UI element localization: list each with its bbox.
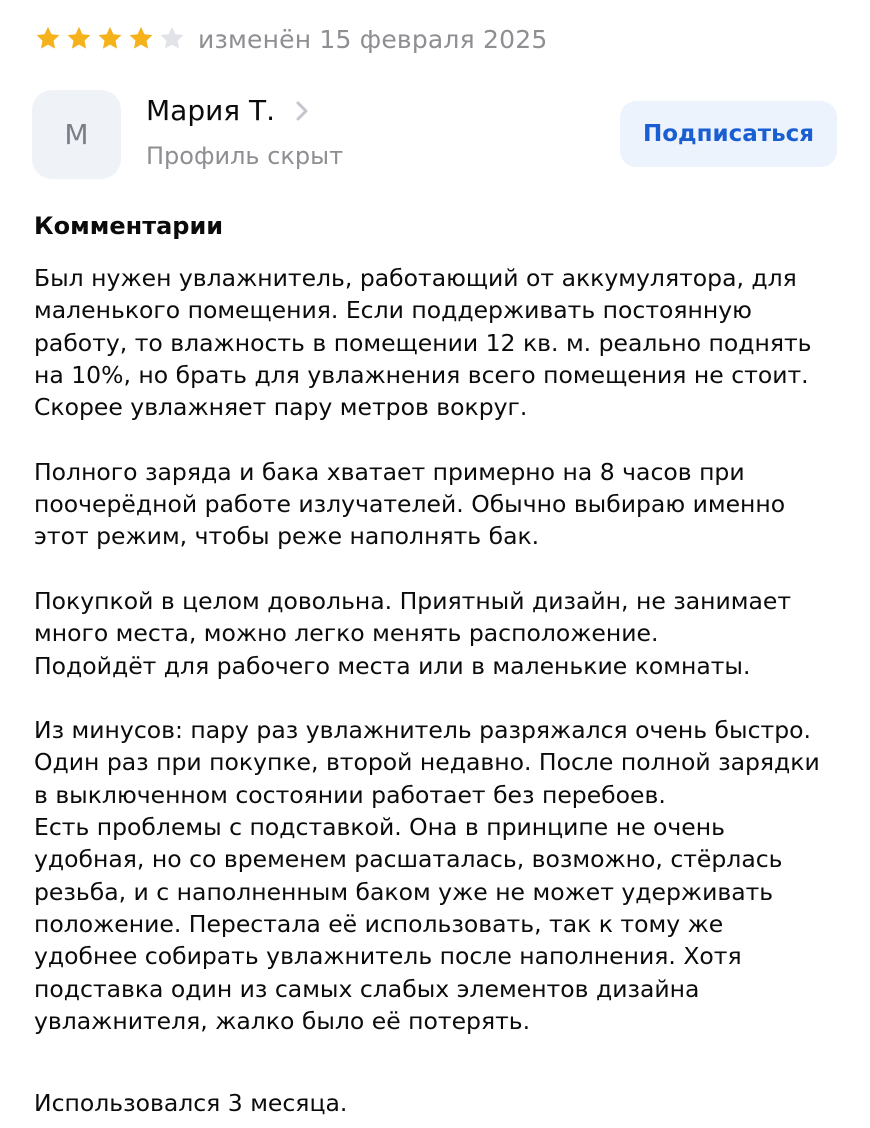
star-icon (158, 25, 186, 53)
star-icon (65, 25, 93, 53)
avatar[interactable]: М (32, 90, 121, 179)
rating-row (34, 22, 547, 56)
star-icon (34, 25, 62, 53)
comment-line: Есть проблемы с подставкой. Она в принципе не очень (34, 813, 725, 842)
comment-paragraph (34, 585, 849, 682)
comment-line: Полного заряда и бака хватает примерно на 8 часов при (34, 457, 745, 486)
star-shape (130, 27, 153, 49)
comment-section-title: Комментарии (34, 212, 224, 240)
author-name[interactable]: Мария Т. (146, 94, 276, 127)
star-shape (99, 27, 122, 49)
comment-line: Скорее увлажняет пару метров вокруг. (34, 393, 528, 422)
comment-line: много места, можно легко менять расположение. (34, 619, 659, 648)
edited-date: изменён 15 февраля 2025 (198, 24, 548, 54)
comment-line: работу, то влажность в помещении 12 кв. м. реально поднять (34, 328, 812, 357)
comment-line: Один раз при покупке, второй недавно. После полной зарядки (34, 748, 820, 777)
comment-body (34, 262, 849, 1069)
comment-line: удобнее собирать увлажнитель после наполнения. Хотя (34, 942, 742, 971)
comment-line: маленького помещения. Если поддерживать постоянную (34, 296, 752, 325)
star-shape (161, 27, 184, 49)
comment-line: Подойдёт для рабочего места или в маленькие комнаты. (34, 651, 751, 680)
comment-line: этот режим, чтобы реже наполнять бак. (34, 522, 540, 551)
author-profile-link[interactable] (146, 94, 309, 127)
star-shape (68, 27, 91, 49)
comment-line: в выключенном состоянии работает без перебоев. (34, 780, 666, 809)
comment-line: Покупкой в целом довольна. Приятный дизайн, не занимает (34, 586, 792, 615)
comment-paragraph (34, 714, 849, 1037)
star-icon (127, 25, 155, 53)
comment-line: Из минусов: пару раз увлажнитель разряжался очень быстро. (34, 716, 811, 745)
comment-line: Был нужен увлажнитель, работающий от аккумулятора, для (34, 264, 797, 292)
comment-line: на 10%, но брать для увлажнения всего помещения не стоит. (34, 360, 809, 389)
chevron-right-icon[interactable] (295, 100, 309, 122)
star-icon (96, 25, 124, 53)
comment-line: подставка один из самых слабых элементов дизайна (34, 974, 700, 1003)
comment-paragraph (34, 456, 849, 553)
star-rating (34, 25, 186, 53)
profile-status: Профиль скрыт (146, 142, 344, 170)
comment-line: положение. Перестала её использовать, так к тому же (34, 909, 724, 938)
subscribe-button[interactable]: Подписаться (620, 101, 837, 167)
star-shape (37, 27, 60, 49)
comment-paragraph (34, 262, 849, 423)
comment-line: поочерёдной работе излучателей. Обычно выбираю именно (34, 490, 786, 519)
usage-period: Использовался 3 месяца. (34, 1089, 348, 1117)
comment-line: удобная, но со временем расшаталась, возможно, стёрлась (34, 845, 783, 874)
comment-line: резьба, и с наполненным баком уже не может удерживать (34, 877, 774, 906)
comment-line: увлажнителя, жалко было её потерять. (34, 1006, 531, 1035)
